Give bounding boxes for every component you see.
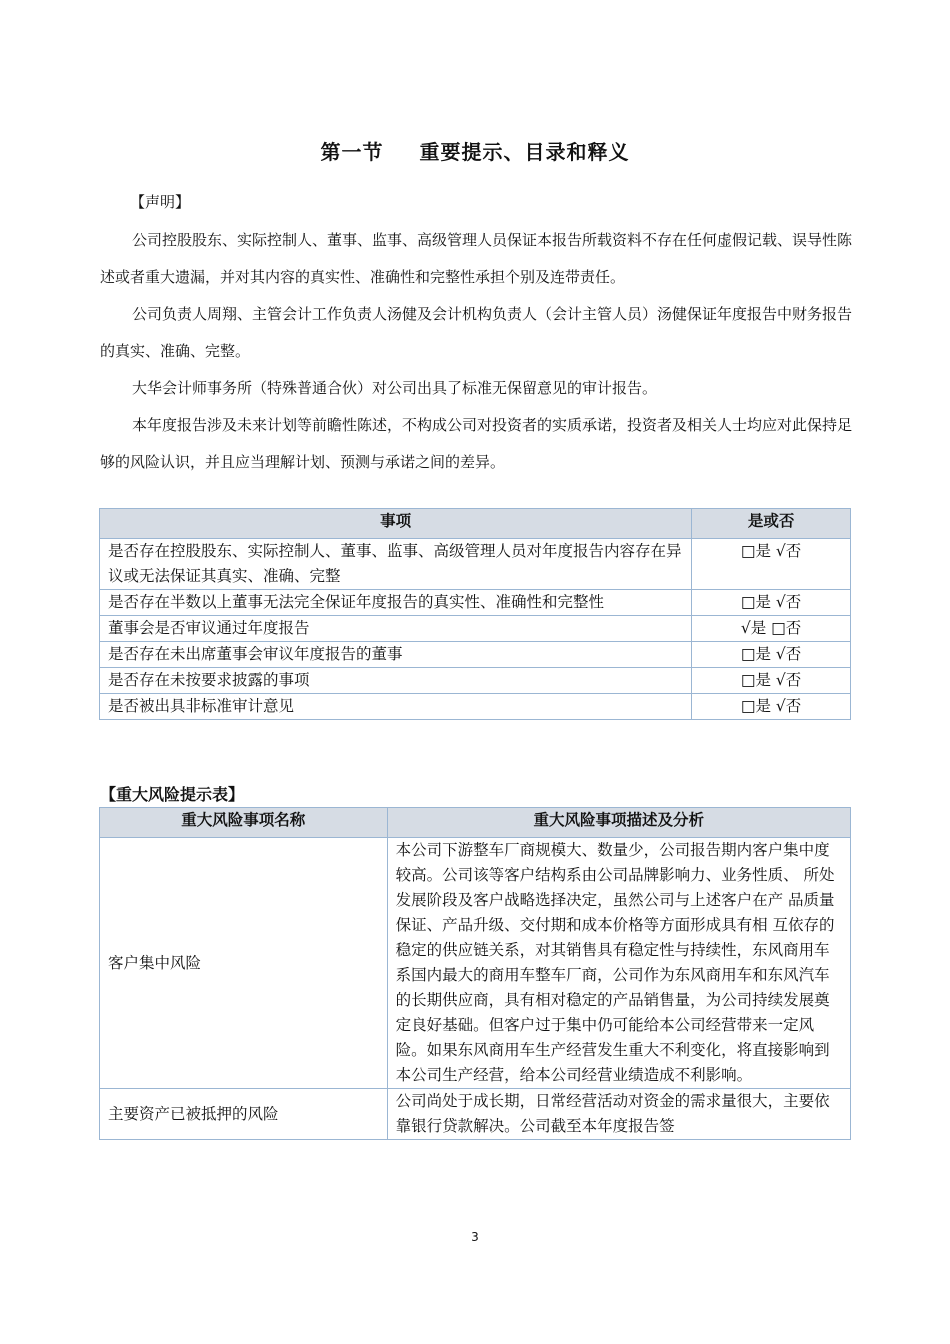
matter-answer: □是 √否 <box>692 590 851 616</box>
risk-description: 公司尚处于成长期，日常经营活动对资金的需求量很大，主要依靠银行贷款解决。公司截至本年度报告签 <box>387 1089 850 1140</box>
section-title <box>0 136 950 165</box>
table-row <box>100 1089 851 1140</box>
table-row <box>100 838 851 1089</box>
matter-item: 是否存在未按要求披露的事项 <box>100 668 692 694</box>
risk-table-heading: 【重大风险提示表】 <box>100 785 245 804</box>
matters-table <box>99 508 851 720</box>
table-header-row <box>100 808 851 838</box>
declaration-paragraph: 公司控股股东、实际控制人、董事、监事、高级管理人员保证本报告所载资料不存在任何虚假记载、误导性陈述或者重大遗漏，并对其内容的真实性、准确性和完整性承担个别及连带责任。 <box>100 231 853 286</box>
table-row <box>100 668 851 694</box>
declaration-paragraph: 大华会计师事务所（特殊普通合伙）对公司出具了标准无保留意见的审计报告。 <box>132 379 658 397</box>
page-number: 3 <box>471 1230 479 1244</box>
declaration-heading: 【声明】 <box>130 193 191 211</box>
matter-answer: □是 √否 <box>692 642 851 668</box>
matter-answer: □是 √否 <box>692 694 851 720</box>
matter-item: 是否存在控股股东、实际控制人、董事、监事、高级管理人员对年度报告内容存在异议或无法保证其真实、准确、完整 <box>100 539 692 590</box>
table-row <box>100 539 851 590</box>
section-name: 重要提示、目录和释义 <box>419 140 630 164</box>
table-row <box>100 590 851 616</box>
risk-name: 客户集中风险 <box>100 838 388 1089</box>
risk-description: 本公司下游整车厂商规模大、数量少，公司报告期内客户集中度较高。公司该等客户结构系由公司品牌影响力、业务性质、 所处发展阶段及客户战略选择决定，虽然公司与上述客户在产 品质量保证、产品升级、交付期和成本价格等方面形成具有相 互依存的稳定的供应链关系，对其销售具有稳定性与持续性，东风商用车系国内最大的商用车整车厂商，公司作为东风商用车和东风汽车的长期供应商，具有相对稳定的产品销售量，为公司持续发展奠定良好基础。但客户过于集中仍可能给本公司经营带来一定风险。如果东风商用车生产经营发生重大不利变化，将直接影响到本公司生产经营，给本公司经营业绩造成不利影响。 <box>387 838 850 1089</box>
column-header: 重大风险事项名称 <box>100 808 388 838</box>
column-header: 是或否 <box>692 509 851 539</box>
matter-item: 是否存在未出席董事会审议年度报告的董事 <box>100 642 692 668</box>
matter-item: 是否存在半数以上董事无法完全保证年度报告的真实性、准确性和完整性 <box>100 590 692 616</box>
section-number: 第一节 <box>320 140 384 164</box>
column-header: 事项 <box>100 509 692 539</box>
table-row <box>100 694 851 720</box>
table-row <box>100 642 851 668</box>
risk-name: 主要资产已被抵押的风险 <box>100 1089 388 1140</box>
column-header: 重大风险事项描述及分析 <box>387 808 850 838</box>
table-row <box>100 616 851 642</box>
matter-item: 董事会是否审议通过年度报告 <box>100 616 692 642</box>
declaration-paragraph: 公司负责人周翔、主管会计工作负责人汤健及会计机构负责人（会计主管人员）汤健保证年度报告中财务报告的真实、准确、完整。 <box>100 305 853 360</box>
matter-answer: □是 √否 <box>692 539 851 590</box>
table-header-row <box>100 509 851 539</box>
risk-table <box>99 807 851 1140</box>
matter-item: 是否被出具非标准审计意见 <box>100 694 692 720</box>
matter-answer: √是 □否 <box>692 616 851 642</box>
matter-answer: □是 √否 <box>692 668 851 694</box>
declaration-paragraph: 本年度报告涉及未来计划等前瞻性陈述，不构成公司对投资者的实质承诺，投资者及相关人士均应对此保持足够的风险认识，并且应当理解计划、预测与承诺之间的差异。 <box>100 416 853 471</box>
